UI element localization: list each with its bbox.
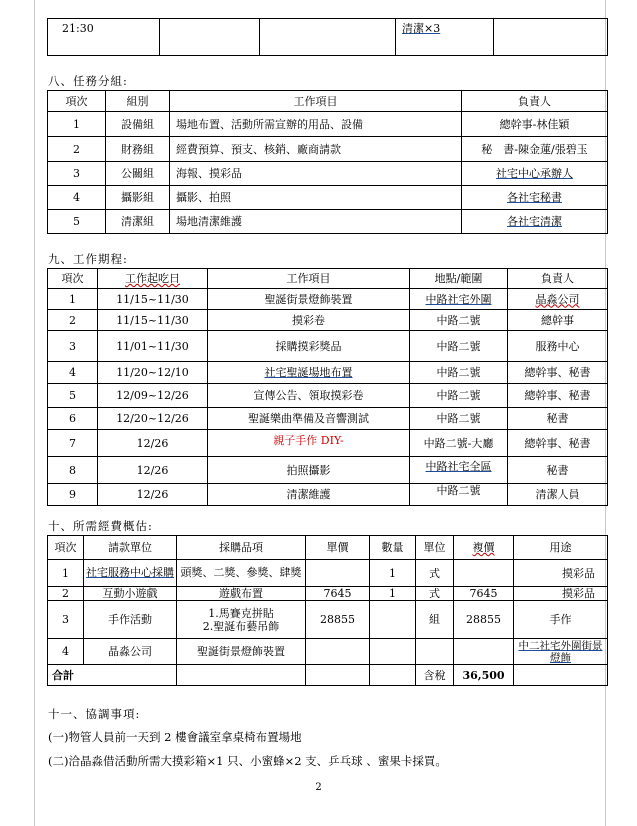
table-row	[48, 137, 608, 162]
cell: 3	[48, 601, 84, 639]
table-row	[48, 601, 608, 639]
cell: 總幹事、秘書	[508, 362, 608, 384]
empty-cell	[177, 665, 306, 686]
cell: 場地布置、活動所需宣辦的用品、設備	[170, 112, 462, 137]
cell: 式	[416, 560, 454, 587]
cell-text: 社宅中心承辦人	[496, 167, 573, 180]
cell	[514, 639, 608, 665]
time-cell: 21:30	[48, 19, 160, 56]
cell: 拍照攝影	[208, 457, 410, 484]
total-value: 36,500	[454, 665, 514, 686]
col-header: 項次	[48, 536, 84, 560]
cell: 清潔人員	[508, 484, 608, 506]
cell: 式	[416, 587, 454, 601]
table-row	[48, 310, 608, 331]
cell: 12/26	[98, 457, 208, 484]
col-header-text: 工作起吃日	[125, 272, 180, 285]
cell: 秘書	[508, 408, 608, 430]
table-row	[48, 331, 608, 362]
cell	[410, 289, 508, 310]
cell-text: 中二社宅外圍街景燈飾	[518, 639, 603, 664]
cell: 親子手作 DIY-	[208, 430, 410, 457]
cell	[306, 560, 370, 587]
cell: 11/20~12/10	[98, 362, 208, 384]
cell: 11/01~11/30	[98, 331, 208, 362]
cell: 聖誕樂曲準備及音響測試	[208, 408, 410, 430]
cell-text: 社宅服務中心採購	[86, 566, 174, 579]
cleaning-text: 清潔×3	[402, 22, 441, 35]
cell: 1.馬賽克拼貼 2.聖誕布藝吊飾	[177, 601, 306, 639]
table-row	[48, 19, 608, 56]
cell: 1	[48, 112, 106, 137]
cell	[410, 457, 508, 484]
cell: 清潔維護	[208, 484, 410, 506]
cell: 3	[48, 162, 106, 186]
cell: 遊戲布置	[177, 587, 306, 601]
table-row	[48, 587, 608, 601]
table-row	[48, 112, 608, 137]
table-row	[48, 560, 608, 587]
coordination-note-2: (二)洽晶淼借活動所需大摸彩箱×1 只、小蜜蜂×2 支、乒乓球 、蜜果卡採買。	[48, 754, 447, 768]
cell: 宣傳公告、領取摸彩卷	[208, 384, 410, 408]
cell: 1	[370, 587, 416, 601]
col-header: 採購品項	[177, 536, 306, 560]
section-11-title: 十一、協調事項:	[48, 707, 141, 721]
col-header: 工作項目	[208, 269, 410, 289]
cell-text: 晶淼公司	[535, 292, 580, 306]
cell-text: 各社宅清潔	[507, 215, 562, 228]
cell: 晶淼公司	[84, 639, 177, 665]
cell: 28855	[306, 601, 370, 639]
cell	[454, 639, 514, 665]
cell: 中路二號-大廳	[410, 430, 508, 457]
cell: 採購摸彩獎品	[208, 331, 410, 362]
col-header: 地點/範圍	[410, 269, 508, 289]
cell-text: 中路社宅全區	[425, 460, 492, 473]
cell: 7645	[306, 587, 370, 601]
cell: 攝影組	[106, 186, 170, 210]
cell: 聖誕街景燈飾裝置	[177, 639, 306, 665]
cell	[462, 210, 608, 234]
cell: 手作	[514, 601, 608, 639]
section-10-title: 十、所需經費概估:	[48, 519, 153, 533]
table-row	[48, 362, 608, 384]
cell: 中路二號	[410, 310, 508, 331]
cell: 財務組	[106, 137, 170, 162]
cell: 中路二號	[410, 384, 508, 408]
col-header: 請款單位	[84, 536, 177, 560]
cell: 秘 書-陳金蓮/張碧玉	[462, 137, 608, 162]
empty-cell	[160, 19, 260, 56]
cell	[416, 639, 454, 665]
tax-label: 含稅	[416, 665, 454, 686]
cell: 中路二號	[410, 484, 508, 506]
table-row	[48, 639, 608, 665]
cell: 海報、摸彩品	[170, 162, 462, 186]
col-header-text: 複價	[472, 541, 495, 554]
cell: 9	[48, 484, 98, 506]
cell: 中路二號	[410, 362, 508, 384]
cell: 互動小遊戲	[84, 587, 177, 601]
col-header: 項次	[48, 91, 106, 112]
coordination-note-1: (一)物管人員前一天到 2 樓會議室拿桌椅布置場地	[48, 730, 302, 744]
cell	[208, 362, 410, 384]
col-header: 單價	[306, 536, 370, 560]
table-total-row	[48, 665, 608, 686]
table-row	[48, 210, 608, 234]
empty-cell	[306, 665, 370, 686]
cell: 5	[48, 384, 98, 408]
cell	[84, 560, 177, 587]
col-header	[98, 269, 208, 289]
cell	[306, 639, 370, 665]
table-header-row	[48, 269, 608, 289]
page-number: 2	[315, 782, 322, 793]
cell: 11/15~11/30	[98, 310, 208, 331]
col-header: 用途	[514, 536, 608, 560]
cell: 總幹事	[508, 310, 608, 331]
cell: 5	[48, 210, 106, 234]
cell-text: 中路社宅外圍	[425, 292, 492, 306]
table-header-row	[48, 91, 608, 112]
cell: 3	[48, 331, 98, 362]
cell: 12/20~12/26	[98, 408, 208, 430]
empty-cell	[260, 19, 396, 56]
previous-schedule-table	[47, 18, 608, 56]
table-row	[48, 186, 608, 210]
cell: 總幹事、秘書	[508, 430, 608, 457]
cell	[370, 639, 416, 665]
cell: 8	[48, 457, 98, 484]
cell: 12/26	[98, 484, 208, 506]
cell	[462, 186, 608, 210]
table-row	[48, 162, 608, 186]
cell: 4	[48, 639, 84, 665]
cell: 摸彩品	[514, 560, 608, 587]
table-row	[48, 384, 608, 408]
cell: 7645	[454, 587, 514, 601]
total-label: 合計	[48, 665, 177, 686]
empty-cell	[494, 19, 608, 56]
cell: 6	[48, 408, 98, 430]
col-header: 數量	[370, 536, 416, 560]
empty-cell	[370, 665, 416, 686]
cell: 1	[48, 560, 84, 587]
cell: 11/15~11/30	[98, 289, 208, 310]
cell-text: 各社宅秘書	[507, 191, 562, 204]
section-8-title: 八、任務分組:	[48, 74, 128, 88]
task-group-table	[47, 90, 608, 234]
cell	[462, 162, 608, 186]
cell: 28855	[454, 601, 514, 639]
cell: 經費預算、預支、核銷、廠商請款	[170, 137, 462, 162]
cell: 摸彩卷	[208, 310, 410, 331]
table-row	[48, 430, 608, 457]
cell: 1	[48, 289, 98, 310]
cell: 中路二號	[410, 408, 508, 430]
col-header: 單位	[416, 536, 454, 560]
budget-table	[47, 535, 608, 686]
col-header: 負責人	[508, 269, 608, 289]
cell: 中路二號	[410, 331, 508, 362]
col-header: 項次	[48, 269, 98, 289]
cell: 清潔組	[106, 210, 170, 234]
empty-cell	[514, 665, 608, 686]
item-cell	[396, 19, 494, 56]
col-header: 負責人	[462, 91, 608, 112]
cell: 12/26	[98, 430, 208, 457]
cell: 手作活動	[84, 601, 177, 639]
cell: 攝影、拍照	[170, 186, 462, 210]
cell: 1	[370, 560, 416, 587]
work-schedule-table	[47, 268, 608, 506]
cell: 4	[48, 362, 98, 384]
col-header: 工作項目	[170, 91, 462, 112]
col-header	[454, 536, 514, 560]
cell: 摸彩品	[514, 587, 608, 601]
col-header: 組別	[106, 91, 170, 112]
cell: 場地清潔維護	[170, 210, 462, 234]
cell-text: 社宅聖誕場地布置	[264, 366, 353, 379]
cell: 組	[416, 601, 454, 639]
cell: 2	[48, 137, 106, 162]
table-row	[48, 457, 608, 484]
table-row	[48, 408, 608, 430]
cell	[370, 601, 416, 639]
cell: 頭獎、二獎、參獎、肆獎	[177, 560, 306, 587]
cell	[508, 289, 608, 310]
cell: 公關組	[106, 162, 170, 186]
cell: 服務中心	[508, 331, 608, 362]
table-row	[48, 289, 608, 310]
table-row	[48, 484, 608, 506]
cell: 4	[48, 186, 106, 210]
cell: 總幹事、秘書	[508, 384, 608, 408]
cell: 總幹事-林佳穎	[462, 112, 608, 137]
cell: 秘書	[508, 457, 608, 484]
cell: 12/09~12/26	[98, 384, 208, 408]
cell: 2	[48, 310, 98, 331]
cell	[454, 560, 514, 587]
cell: 7	[48, 430, 98, 457]
cell: 聖誕街景燈飾裝置	[208, 289, 410, 310]
table-header-row	[48, 536, 608, 560]
cell: 設備組	[106, 112, 170, 137]
section-9-title: 九、工作期程:	[48, 252, 128, 266]
cell: 2	[48, 587, 84, 601]
